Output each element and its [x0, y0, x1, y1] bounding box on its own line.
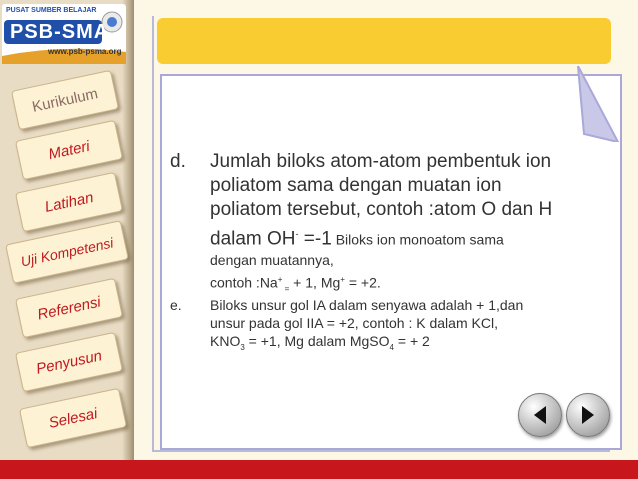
item-e-line2: unsur pada gol IIA = +2, contoh : K dalam KCl, [210, 315, 498, 331]
menu-penyusun-label: Penyusun [34, 346, 104, 378]
page-fold-icon [574, 66, 620, 142]
psb-sma-logo [2, 4, 126, 64]
chevron-left-icon [530, 404, 550, 426]
item-e-line3: $KNO_3 = +1$, Mg dalam MgSO$_4$ = + 2 [210, 333, 430, 352]
bottom-bar [0, 460, 638, 479]
content-item-e [170, 296, 610, 366]
menu-kurikulum-label: Kurikulum [30, 84, 100, 116]
prev-button[interactable] [518, 393, 562, 437]
item-e-marker: e. [170, 297, 182, 313]
item-d-line3: poliatom tersebut, contoh :atom O dan H [210, 199, 553, 220]
menu-referensi-label: Referensi [35, 293, 103, 323]
menu-latihan-label: Latihan [43, 188, 95, 216]
item-d-marker: d. [170, 151, 186, 172]
item-d-line4: dalam OH- =-1 Biloks ion monoatom sama [210, 228, 504, 250]
logo-url: www.psb-psma.org [48, 47, 122, 56]
menu-selesai-label: Selesai [47, 404, 99, 432]
next-button[interactable] [566, 393, 610, 437]
item-d-line5: dengan muatannya, [210, 252, 334, 269]
menu-uji-kompetensi-label: Uji Kompetensi [19, 234, 115, 270]
item-d-line1: Jumlah biloks atom-atom pembentuk ion [210, 151, 552, 172]
menu-materi-label: Materi [46, 137, 92, 163]
logo-top-text: PUSAT SUMBER BELAJAR [6, 7, 97, 14]
content-item-d [170, 150, 610, 294]
item-d-line6: contoh :Na+ $_=$ + 1, Mg+ = +2. [210, 274, 381, 294]
item-d-line2: poliatom sama dengan muatan ion [210, 175, 502, 196]
chevron-right-icon [578, 404, 598, 426]
logo-name: PSB-SMA [10, 21, 110, 43]
title-bar [157, 18, 611, 64]
item-e-line1: Biloks unsur gol IA dalam senyawa adalah + 1,dan [210, 297, 524, 313]
